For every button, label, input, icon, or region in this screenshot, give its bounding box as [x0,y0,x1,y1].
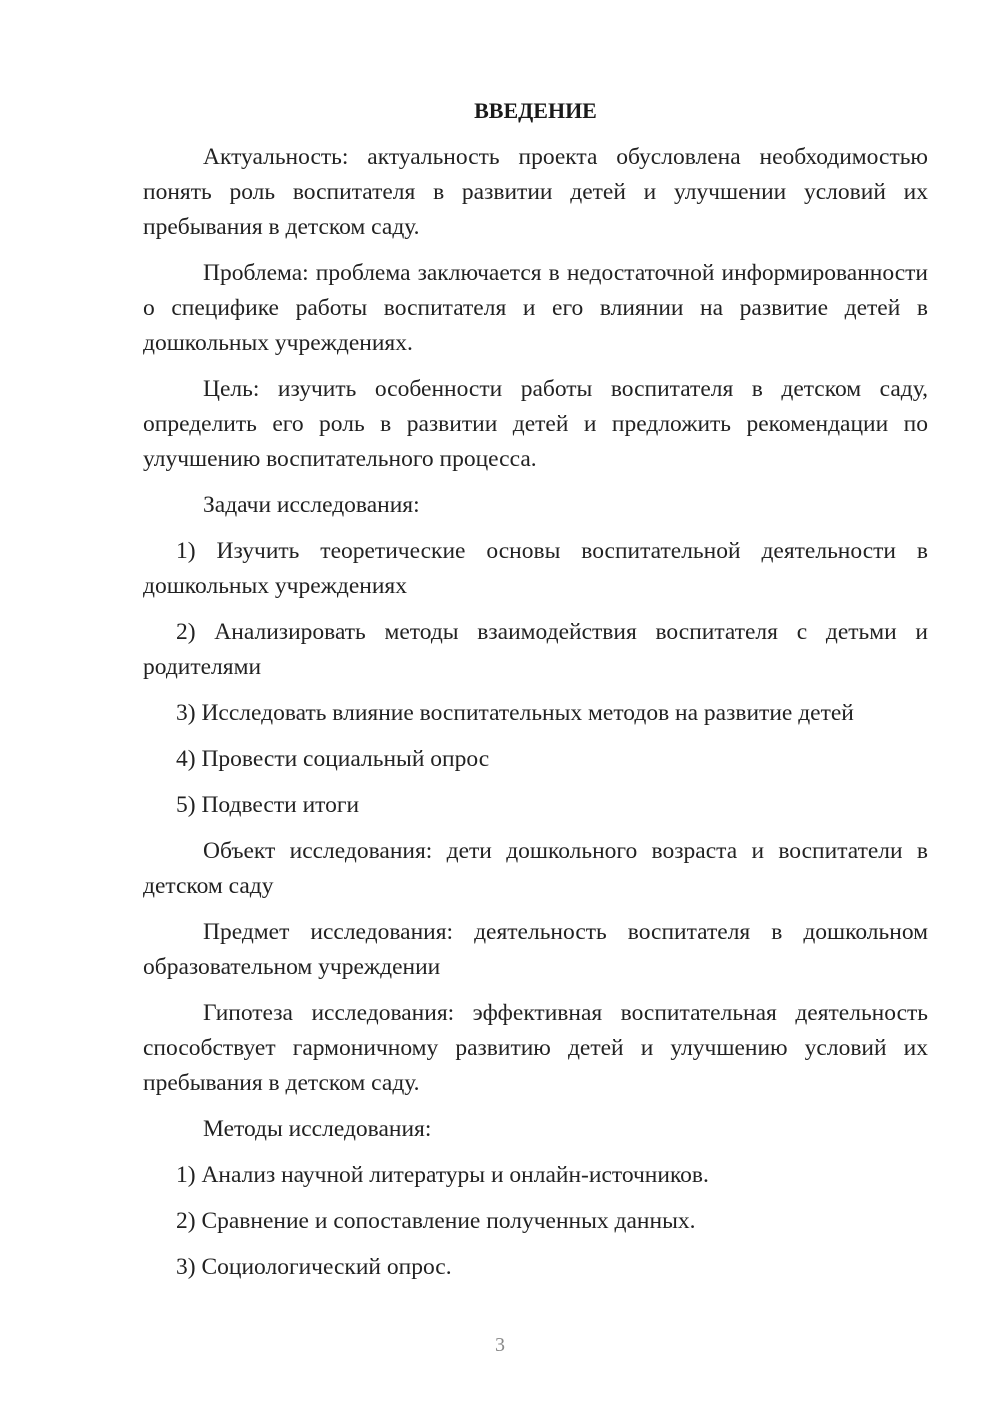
methods-heading: Методы исследования: [203,1116,432,1142]
relevance-paragraph: Актуальность: актуальность проекта обусловлена необходимостью понять роль воспитателя в развитии детей и улучшении условий их пребывания в детском саду. [143,144,928,240]
document-page [143,96,928,1296]
task-item: 3) Исследовать влияние воспитательных методов на развитие детей [176,700,854,726]
method-item: 1) Анализ научной литературы и онлайн-источников. [176,1162,709,1188]
method-item: 3) Социологический опрос. [176,1254,452,1280]
hypothesis-paragraph: Гипотеза исследования: эффективная воспитательная деятельность способствует гармоничному развитию детей и улучшению условий их пребывания в детском саду. [143,1000,928,1096]
goal-paragraph: Цель: изучить особенности работы воспитателя в детском саду, определить его роль в развитии детей и предложить рекомендации по улучшению воспитательного процесса. [143,376,928,472]
task-item: 4) Провести социальный опрос [176,746,490,772]
tasks-heading: Задачи исследования: [203,492,420,518]
object-paragraph: Объект исследования: дети дошкольного возраста и воспитатели в детском саду [143,838,928,899]
task-item: 1) Изучить теоретические основы воспитательной деятельности в дошкольных учреждениях [143,538,928,599]
task-item: 2) Анализировать методы взаимодействия воспитателя с детьми и родителями [143,619,928,680]
task-item: 5) Подвести итоги [176,792,360,818]
problem-paragraph: Проблема: проблема заключается в недостаточной информированности о специфике работы воспитателя и его влиянии на развитие детей в дошкольных учреждениях. [143,260,928,356]
page-number: 3 [495,1334,505,1356]
page-title: ВВЕДЕНИЕ [474,98,597,123]
subject-paragraph: Предмет исследования: деятельность воспитателя в дошкольном образовательном учреждении [143,919,928,980]
method-item: 2) Сравнение и сопоставление полученных данных. [176,1208,696,1234]
